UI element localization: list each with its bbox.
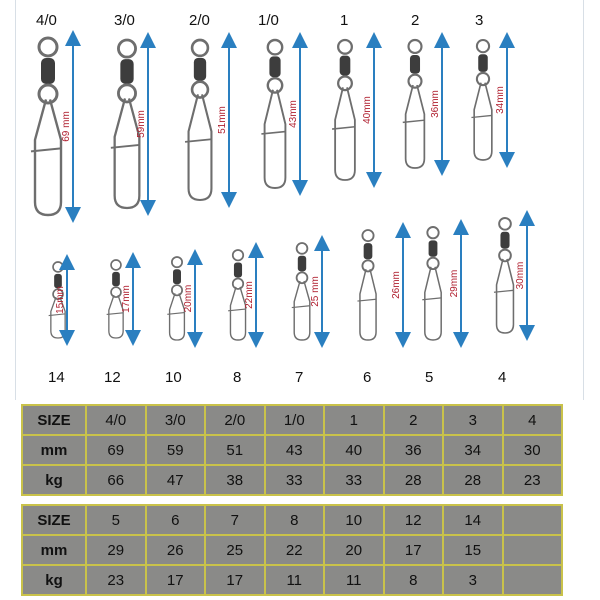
ring-icon — [192, 82, 208, 98]
barrel-icon — [478, 54, 488, 72]
snap-swivel — [494, 218, 514, 333]
table-cell: 8 — [384, 565, 444, 595]
dimension-label: 34mm — [495, 86, 506, 114]
table-cell: 28 — [384, 465, 444, 495]
ring-icon — [118, 40, 135, 57]
ring-icon — [427, 227, 438, 238]
snap-icon — [474, 83, 492, 160]
dimension-label: 69 mm — [61, 111, 72, 142]
table-cell: 23 — [86, 565, 146, 595]
snap-icon — [35, 99, 61, 215]
size-label: 6 — [363, 369, 372, 386]
dimension-label: 29mm — [449, 269, 460, 298]
size-label: 2 — [411, 12, 420, 29]
snap-swivel — [357, 230, 376, 340]
ring-icon — [172, 285, 182, 295]
snap-icon — [189, 94, 212, 200]
dimension-label: 40mm — [362, 96, 373, 124]
snap-swivel — [167, 257, 184, 340]
row-header: kg — [22, 465, 86, 495]
table-cell: 1/0 — [265, 405, 325, 435]
table-cell: 69 — [86, 435, 146, 465]
table-cell: 2 — [384, 405, 444, 435]
table-cell: 28 — [443, 465, 503, 495]
size-label: 3/0 — [114, 12, 135, 29]
table-row — [22, 565, 562, 595]
snap-swivel — [185, 40, 211, 200]
size-label: 10 — [165, 369, 182, 386]
snap-icon — [497, 259, 514, 333]
table-cell: 3 — [443, 565, 503, 595]
table-cell: 33 — [265, 465, 325, 495]
table-cell: 66 — [86, 465, 146, 495]
ring-icon — [297, 243, 308, 254]
ring-icon — [362, 230, 373, 241]
snap-swivel — [332, 40, 355, 180]
barrel-icon — [298, 256, 306, 272]
snap-swivel — [31, 38, 61, 215]
barrel-icon — [234, 262, 242, 277]
ring-icon — [499, 250, 511, 262]
ring-icon — [118, 85, 135, 102]
table-row — [22, 435, 562, 465]
barrel-icon — [429, 240, 438, 256]
barrel-icon — [410, 55, 420, 74]
table-cell: 3/0 — [146, 405, 206, 435]
ring-icon — [477, 73, 489, 85]
table-cell: 38 — [205, 465, 265, 495]
barrel-icon — [120, 59, 133, 84]
snap-icon — [425, 267, 441, 340]
table-cell — [503, 565, 563, 595]
ring-icon — [338, 40, 352, 54]
table-cell: 4 — [503, 405, 563, 435]
dimension-label: 59mm — [136, 110, 147, 138]
size-table-bottom — [21, 504, 563, 596]
table-cell: 22 — [265, 535, 325, 565]
dimension-label: 17mm — [121, 285, 132, 313]
table-cell: 10 — [324, 505, 384, 535]
table-row — [22, 405, 562, 435]
ring-icon — [39, 85, 57, 103]
table-cell: 40 — [324, 435, 384, 465]
snap-swivel — [422, 227, 441, 340]
ring-icon — [362, 260, 373, 271]
size-label: 14 — [48, 369, 65, 386]
row-header: mm — [22, 435, 86, 465]
table-cell: 36 — [384, 435, 444, 465]
table-cell: 30 — [503, 435, 563, 465]
snap-icon — [406, 85, 425, 168]
snap-swivel — [471, 40, 491, 160]
table-cell: 5 — [86, 505, 146, 535]
row-header: SIZE — [22, 405, 86, 435]
table-row — [22, 505, 562, 535]
ring-icon — [427, 258, 438, 269]
table-cell: 8 — [265, 505, 325, 535]
table-cell: 11 — [265, 565, 325, 595]
table-cell: 17 — [205, 565, 265, 595]
table-cell: 47 — [146, 465, 206, 495]
table-cell: 14 — [443, 505, 503, 535]
row-header: SIZE — [22, 505, 86, 535]
ring-icon — [233, 250, 243, 260]
barrel-icon — [364, 243, 373, 259]
barrel-icon — [500, 232, 509, 249]
table-cell: 2/0 — [205, 405, 265, 435]
snap-swivel — [228, 250, 245, 340]
ring-icon — [268, 78, 282, 92]
ring-icon — [39, 38, 57, 56]
table-cell: 43 — [265, 435, 325, 465]
table-cell: 6 — [146, 505, 206, 535]
snap-icon — [294, 281, 310, 340]
snap-swivel — [403, 40, 425, 168]
dimension-label: 26mm — [391, 271, 402, 299]
size-table-top — [21, 404, 563, 496]
table-cell: 26 — [146, 535, 206, 565]
table-cell: 59 — [146, 435, 206, 465]
barrel-icon — [173, 269, 181, 284]
size-label: 4/0 — [36, 12, 57, 29]
ring-icon — [111, 260, 121, 270]
size-label: 7 — [295, 369, 304, 386]
table-cell: 12 — [384, 505, 444, 535]
table-cell: 17 — [146, 565, 206, 595]
table-cell — [503, 505, 563, 535]
table-cell — [503, 535, 563, 565]
dimension-label: 43mm — [288, 100, 299, 128]
table-row — [22, 465, 562, 495]
barrel-icon — [340, 56, 351, 76]
snap-icon — [360, 269, 376, 340]
snap-icon — [265, 90, 286, 188]
ring-icon — [192, 40, 208, 56]
table-row — [22, 535, 562, 565]
table-cell: 33 — [324, 465, 384, 495]
ring-icon — [111, 287, 121, 297]
dimension-label: 15mm — [55, 286, 66, 314]
snap-icon — [335, 87, 355, 180]
dimension-label: 51mm — [217, 106, 228, 134]
barrel-icon — [269, 56, 280, 77]
table-cell: 51 — [205, 435, 265, 465]
table-divider — [21, 497, 563, 504]
snap-swivel — [261, 40, 285, 188]
size-label: 8 — [233, 369, 242, 386]
dimension-label: 36mm — [430, 90, 441, 118]
table-cell: 11 — [324, 565, 384, 595]
ring-icon — [268, 40, 282, 54]
table-cell: 25 — [205, 535, 265, 565]
table-cell: 3 — [443, 405, 503, 435]
table-cell: 15 — [443, 535, 503, 565]
size-label: 5 — [425, 369, 434, 386]
dimension-label: 22mm — [244, 281, 255, 309]
table-cell: 23 — [503, 465, 563, 495]
barrel-icon — [41, 58, 55, 84]
table-cell: 4/0 — [86, 405, 146, 435]
size-label: 1 — [340, 12, 349, 29]
dimension-label: 30mm — [515, 261, 526, 290]
table-cell: 34 — [443, 435, 503, 465]
table-cell: 17 — [384, 535, 444, 565]
ring-icon — [499, 218, 511, 230]
size-label: 3 — [475, 12, 484, 29]
table-cell: 1 — [324, 405, 384, 435]
barrel-icon — [112, 272, 120, 286]
dimension-label: 25 mm — [310, 276, 321, 307]
ring-icon — [409, 75, 422, 88]
ring-icon — [477, 40, 489, 52]
size-label: 2/0 — [189, 12, 210, 29]
size-label: 12 — [104, 369, 121, 386]
size-label: 1/0 — [258, 12, 279, 29]
ring-icon — [338, 76, 352, 90]
snap-swivel — [292, 243, 310, 340]
barrel-icon — [194, 58, 206, 81]
ring-icon — [53, 262, 63, 272]
ring-icon — [233, 279, 243, 289]
ring-icon — [172, 257, 182, 267]
barrel-icon — [54, 274, 62, 288]
row-header: kg — [22, 565, 86, 595]
row-header: mm — [22, 535, 86, 565]
ring-icon — [297, 272, 308, 283]
table-cell: 29 — [86, 535, 146, 565]
size-label: 4 — [498, 369, 507, 386]
dimension-label: 20mm — [183, 284, 194, 313]
ring-icon — [409, 40, 422, 53]
table-cell: 7 — [205, 505, 265, 535]
table-cell: 20 — [324, 535, 384, 565]
